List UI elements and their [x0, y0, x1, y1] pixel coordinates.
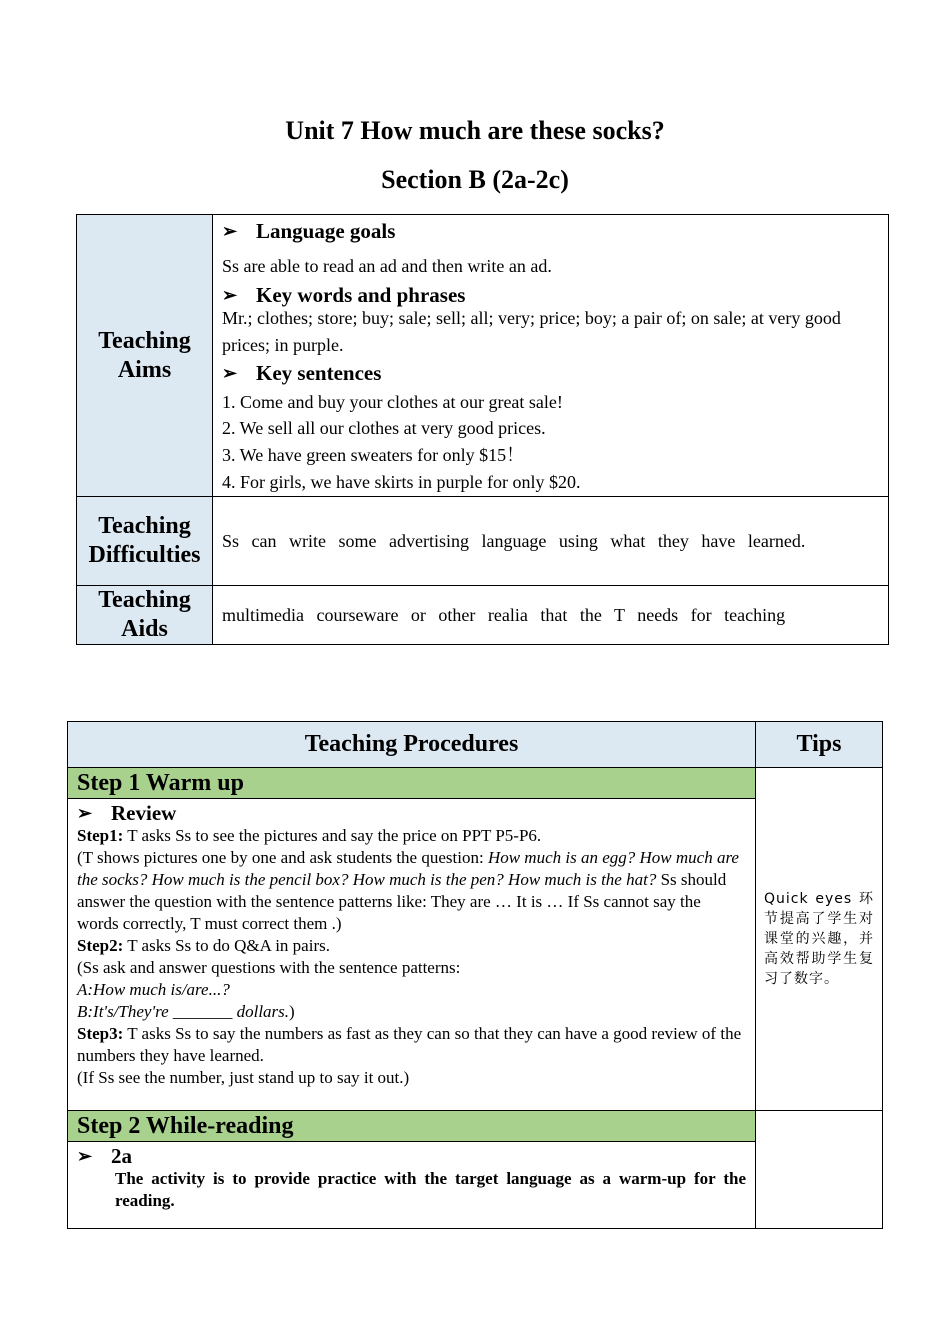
sentence-item: 1. Come and buy your clothes at our great sale! [222, 391, 563, 412]
step2-instruction: Step2: T asks Ss to do Q&A in pairs. [77, 936, 330, 955]
step1-title: Step 1 Warm up [68, 768, 755, 799]
arrow-bullet-icon [222, 363, 256, 384]
step1-instruction: Step1: T asks Ss to see the pictures and say the price on PPT P5-P6. [77, 826, 542, 845]
teaching-aims-content [213, 215, 889, 497]
tips-header: Tips [756, 722, 883, 768]
teaching-difficulties-text: Ss can write some advertising language using what they have learned. [213, 497, 889, 586]
step2-question: A:How much is/are...? [77, 980, 230, 999]
2a-text: The activity is to provide practice with the target language as a warm-up for the reading. [115, 1169, 746, 1210]
arrow-bullet-icon [222, 221, 256, 242]
teaching-aids-label: Teaching Aids [77, 586, 213, 645]
teaching-aims-label: Teaching Aims [77, 215, 213, 497]
key-words-text: Mr.; clothes; store; buy; sale; sell; all; very; price; boy; a pair of; on sale; at very good prices; in purple. [222, 307, 841, 355]
teaching-aids-text: multimedia courseware or other realia that the T needs for teaching [213, 586, 889, 645]
step2-tip [756, 1111, 883, 1229]
aims-table [76, 214, 889, 645]
step2-answer: B:It's/They're _______ dollars.) [77, 1002, 295, 1021]
key-sentences-heading: ➢ Key sentences [222, 359, 880, 389]
step1-body [68, 799, 755, 1099]
language-goals-heading: ➢ Language goals [222, 217, 880, 247]
page-subtitle: Section B (2a-2c) [381, 165, 569, 194]
2a-heading: ➢ 2a [77, 1144, 746, 1168]
step2-note: (Ss ask and answer questions with the sentence patterns: [77, 958, 461, 977]
step3-note: (If Ss see the number, just stand up to say it out.) [77, 1068, 410, 1087]
procedures-table [67, 721, 883, 1229]
arrow-bullet-icon [77, 1144, 111, 1168]
step1-cell [68, 768, 756, 1111]
procedures-header: Teaching Procedures [68, 722, 756, 768]
review-heading: ➢ Review [77, 801, 746, 825]
arrow-bullet-icon [222, 285, 256, 306]
key-words-heading: ➢ Key words and phrases [222, 281, 880, 311]
step1-tip: Quick eyes 环节提高了学生对课堂的兴趣，并高效帮助学生复习了数字。 [756, 768, 883, 1111]
language-goals-text: Ss are able to read an ad and then write an ad. [222, 255, 552, 276]
arrow-bullet-icon [77, 801, 111, 825]
sentence-item: 4. For girls, we have skirts in purple for only $20. [222, 471, 581, 492]
step1-note: (T shows pictures one by one and ask students the question: How much is an egg? How much are the socks? How much is the pencil box? How much is the pen? How much is the hat? Ss should answer the question with the sentence patterns like: They are … It is … If Ss cannot say the words correctly, T must correct them .) [77, 848, 739, 933]
page-title: Unit 7 How much are these socks? [285, 116, 665, 145]
step3-instruction: Step3: T asks Ss to say the numbers as fast as they can so that they can have a good review of the numbers they have learned. [77, 1024, 742, 1065]
sentence-item: 2. We sell all our clothes at very good prices. [222, 417, 546, 438]
teaching-difficulties-label: Teaching Difficulties [77, 497, 213, 586]
step2-cell [68, 1111, 756, 1229]
sentence-item: 3. We have green sweaters for only $15！ [222, 444, 525, 465]
step2-title: Step 2 While-reading [68, 1111, 755, 1142]
step2-body [68, 1142, 755, 1226]
